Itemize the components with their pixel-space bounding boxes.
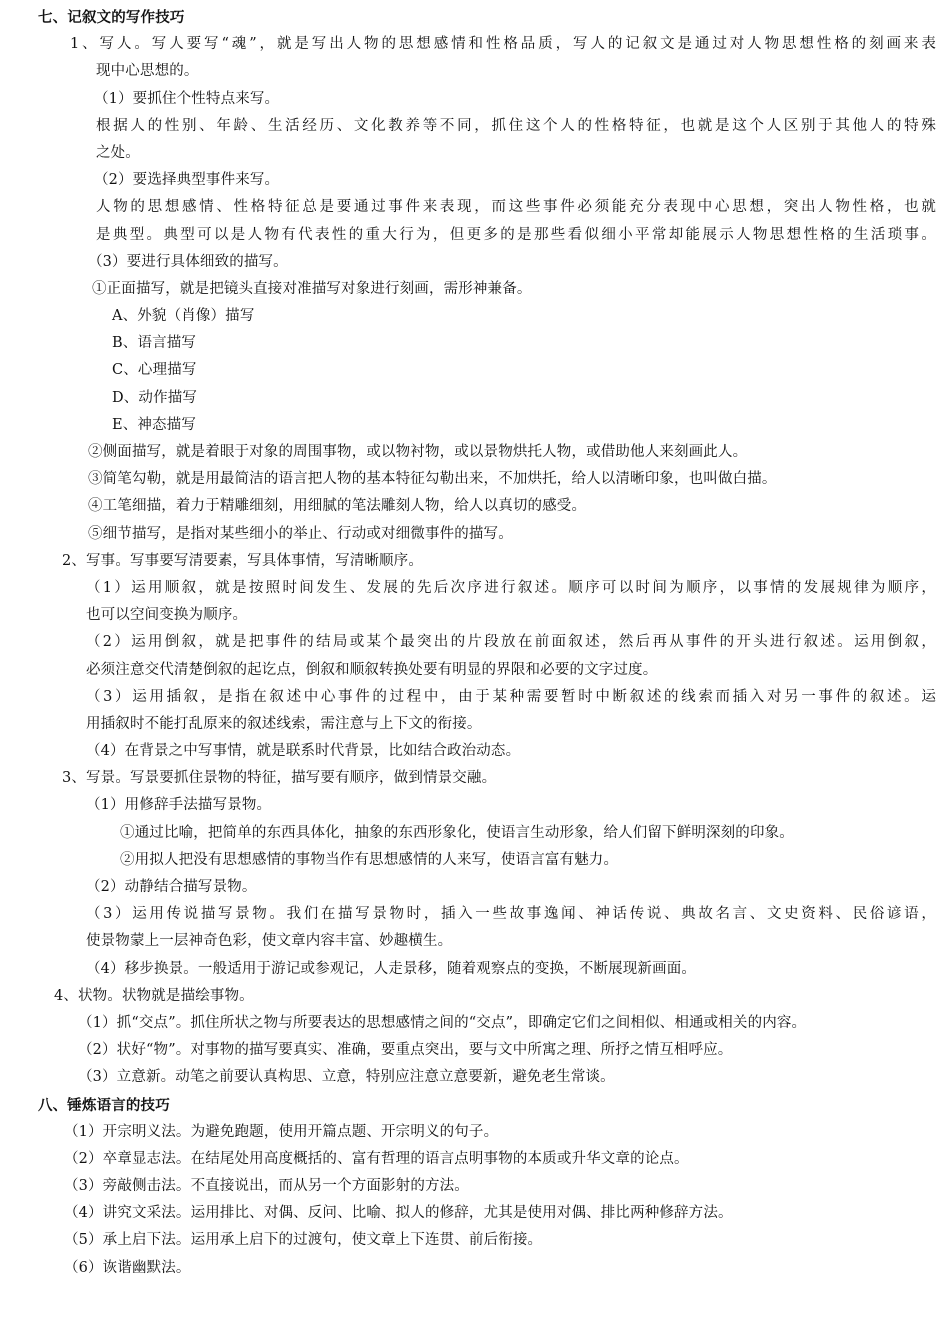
text-line: （6）诙谐幽默法。 [64,1259,191,1276]
text-line: 是典型。典型可以是人物有代表性的重大行为，但更多的是那些看似细小平常却能展示人物思想性格的生活琐事。 [96,226,936,243]
text-line: （3）旁敲侧击法。不直接说出，而从另一个方面影射的方法。 [64,1178,469,1195]
text-line: （1）抓“交点”。抓住所状之物与所要表达的思想感情之间的“交点”，即确定它们之间相似、相通或相关的内容。 [78,1014,807,1031]
text-line: （1）运用顺叙，就是按照时间发生、发展的先后次序进行叙述。顺序可以时间为顺序，以事情的发展规律为顺序， [86,579,936,596]
text-line: （3）运用传说描写景物。我们在描写景物时，插入一些故事逸闻、神话传说、典故名言、文史资料、民俗谚语， [86,906,936,923]
text-line: 也可以空间变换为顺序。 [86,607,248,624]
text-line: ①正面描写，就是把镜头直接对准描写对象进行刻画，需形神兼备。 [92,280,532,297]
section-heading: 八、锤炼语言的技巧 [38,1096,170,1114]
text-line: （4）讲究文采法。运用排比、对偶、反问、比喻、拟人的修辞，尤其是使用对偶、排比两种修辞方法。 [64,1205,733,1222]
text-line: ④工笔细描，着力于精雕细刻，用细腻的笔法雕刻人物，给人以真切的感受。 [88,498,587,515]
text-line: B、语言描写 [112,335,197,352]
text-line: A、外貌（肖像）描写 [112,308,255,325]
text-line: ①通过比喻，把简单的东西具体化，抽象的东西形象化，使语言生动形象，给人们留下鲜明深刻的印象。 [120,824,794,841]
text-line: D、动作描写 [112,389,198,406]
text-line: （3）立意新。动笔之前要认真构思、立意，特别应注意立意要新，避免老生常谈。 [78,1069,615,1086]
text-line: 使景物蒙上一层神奇色彩，使文章内容丰富、妙趣横生。 [86,933,453,950]
text-line: 根据人的性别、年龄、生活经历、文化教养等不同，抓住这个人的性格特征，也就是这个人区别于其他人的特殊 [96,117,936,134]
text-line: E、神态描写 [112,416,196,433]
text-line: 之处。 [96,144,140,161]
text-line: （2）卒章显志法。在结尾处用高度概括的、富有哲理的语言点明事物的本质或升华文章的论点。 [64,1150,689,1167]
text-line: （2）状好“物”。对事物的描写要真实、准确，要重点突出，要与文中所寓之理、所抒之情互相呼应。 [78,1042,733,1059]
section-heading: 七、记叙文的写作技巧 [38,9,185,26]
text-line: 2、写事。写事要写清要素，写具体事情，写清晰顺序。 [62,552,423,569]
text-line: （4）移步换景。一般适用于游记或参观记，人走景移，随着观察点的变换，不断展现新画面。 [86,960,697,977]
text-line: （1）要抓住个性特点来写。 [94,90,280,107]
text-line: 人物的思想感情、性格特征总是要通过事件来表现，而这些事件必须能充分表现中心思想，突出人物性格，也就 [96,199,936,216]
text-line: （3）要进行具体细致的描写。 [88,253,288,270]
text-line: 现中心思想的。 [96,63,199,80]
text-line: ②侧面描写，就是着眼于对象的周围事物，或以物衬物，或以景物烘托人物，或借助他人来刻画此人。 [88,444,748,460]
text-line: （1）用修辞手法描写景物。 [86,797,272,814]
text-line: 3、写景。写景要抓住景物的特征，描写要有顺序，做到情景交融。 [62,770,497,787]
text-line: 必须注意交代清楚倒叙的起讫点，倒叙和顺叙转换处要有明显的界限和必要的文字过度。 [86,661,658,678]
text-line: （2）运用倒叙，就是把事件的结局或某个最突出的片段放在前面叙述，然后再从事件的开头进行叙述。运用倒叙， [86,634,936,651]
text-line: （1）开宗明义法。为避免跑题，使用开篇点题、开宗明义的句子。 [64,1123,499,1140]
text-line: （5）承上启下法。运用承上启下的过渡句，使文章上下连贯、前后衔接。 [64,1232,543,1249]
text-line: C、心理描写 [112,362,197,379]
text-line: 1、写人。写人要写“魂”，就是写出人物的思想感情和性格品质，写人的记叙文是通过对人物思想性格的刻画来表 [70,36,936,53]
text-line: （3）运用插叙，是指在叙述中心事件的过程中，由于某种需要暂时中断叙述的线索而插入对另一事件的叙述。运 [86,688,936,705]
text-line: 4、状物。状物就是描绘事物。 [54,987,254,1004]
text-line: ③简笔勾勒，就是用最简洁的语言把人物的基本特征勾勒出来，不加烘托，给人以清晰印象，也叫做白描。 [88,471,777,488]
text-line: （2）要选择典型事件来写。 [94,172,280,189]
text-line: ②用拟人把没有思想感情的事物当作有思想感情的人来写，使语言富有魅力。 [120,851,619,868]
text-line: ⑤细节描写，是指对某些细小的举止、行动或对细微事件的描写。 [88,525,513,542]
text-line: 用插叙时不能打乱原来的叙述线索，需注意与上下文的衔接。 [86,715,482,732]
text-line: （2）动静结合描写景物。 [86,879,257,895]
text-line: （4）在背景之中写事情，就是联系时代背景，比如结合政治动态。 [86,743,521,760]
